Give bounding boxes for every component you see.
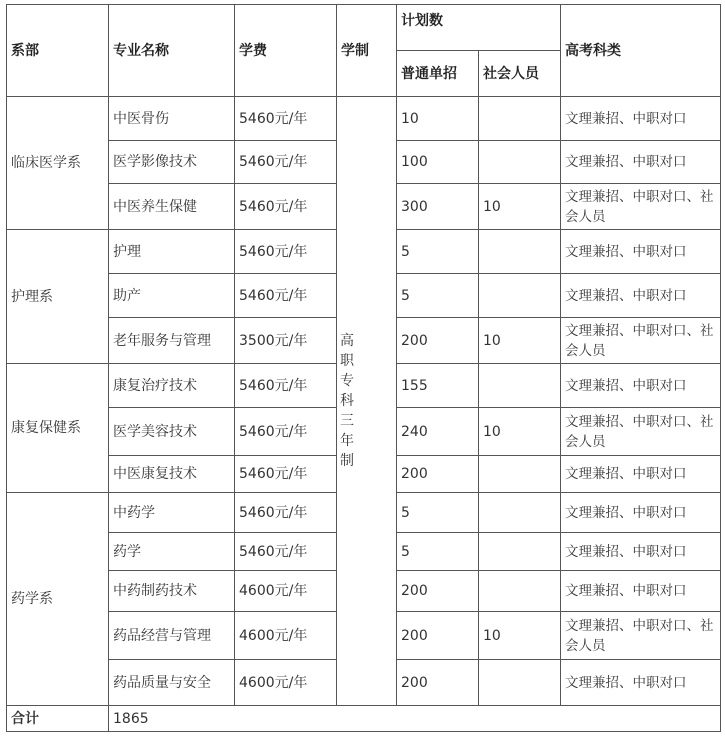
plan-regular-cell: 5	[397, 274, 479, 318]
system-char: 三	[340, 413, 354, 429]
enrollment-plan-table	[6, 4, 721, 732]
plan-social-cell	[479, 533, 561, 571]
major-cell: 医学美容技术	[109, 408, 235, 456]
plan-social-cell: 10	[479, 184, 561, 230]
system-char: 年	[340, 433, 354, 449]
major-cell: 中医骨伤	[109, 97, 235, 141]
subjects-cell: 文理兼招、中职对口	[561, 274, 721, 318]
plan-regular-cell: 240	[397, 408, 479, 456]
subjects-cell: 文理兼招、中职对口、社会人员	[561, 408, 721, 456]
subjects-cell: 文理兼招、中职对口	[561, 660, 721, 706]
header-plan: 计划数	[397, 5, 561, 51]
plan-regular-cell: 5	[397, 493, 479, 533]
system-char: 专	[340, 373, 354, 389]
fee-cell: 5460元/年	[235, 274, 337, 318]
plan-regular-cell: 10	[397, 97, 479, 141]
dept-cell: 药学系	[7, 493, 109, 706]
fee-cell: 3500元/年	[235, 318, 337, 364]
header-fee: 学费	[235, 5, 337, 97]
plan-regular-cell: 200	[397, 660, 479, 706]
header-subjects: 高考科类	[561, 5, 721, 97]
fee-cell: 5460元/年	[235, 141, 337, 184]
plan-regular-cell: 200	[397, 571, 479, 612]
major-cell: 中药学	[109, 493, 235, 533]
system-char: 科	[340, 393, 354, 409]
fee-cell: 5460元/年	[235, 184, 337, 230]
total-row	[7, 706, 721, 732]
dept-cell: 康复保健系	[7, 364, 109, 493]
fee-cell: 5460元/年	[235, 533, 337, 571]
plan-social-cell	[479, 493, 561, 533]
subjects-cell: 文理兼招、中职对口、社会人员	[561, 612, 721, 660]
plan-regular-cell: 5	[397, 533, 479, 571]
system-char: 高	[340, 333, 354, 349]
plan-social-cell	[479, 660, 561, 706]
major-cell: 中医养生保健	[109, 184, 235, 230]
subjects-cell: 文理兼招、中职对口、社会人员	[561, 318, 721, 364]
major-cell: 康复治疗技术	[109, 364, 235, 408]
major-cell: 老年服务与管理	[109, 318, 235, 364]
fee-cell: 5460元/年	[235, 97, 337, 141]
plan-regular-cell: 200	[397, 318, 479, 364]
plan-social-cell	[479, 141, 561, 184]
dept-cell: 临床医学系	[7, 97, 109, 230]
header-system: 学制	[337, 5, 397, 97]
dept-cell: 护理系	[7, 230, 109, 364]
subjects-cell: 文理兼招、中职对口	[561, 571, 721, 612]
plan-regular-cell: 155	[397, 364, 479, 408]
plan-social-cell: 10	[479, 408, 561, 456]
table-row	[7, 97, 721, 141]
subjects-cell: 文理兼招、中职对口、社会人员	[561, 184, 721, 230]
total-value: 1865	[109, 706, 721, 732]
plan-social-cell	[479, 230, 561, 274]
major-cell: 中药制药技术	[109, 571, 235, 612]
plan-regular-cell: 200	[397, 456, 479, 493]
fee-cell: 5460元/年	[235, 364, 337, 408]
system-char: 制	[340, 453, 354, 469]
subjects-cell: 文理兼招、中职对口	[561, 230, 721, 274]
fee-cell: 4600元/年	[235, 612, 337, 660]
plan-regular-cell: 5	[397, 230, 479, 274]
plan-social-cell	[479, 274, 561, 318]
header-major: 专业名称	[109, 5, 235, 97]
plan-social-cell	[479, 364, 561, 408]
plan-social-cell	[479, 97, 561, 141]
system-cell	[337, 97, 397, 706]
fee-cell: 4600元/年	[235, 660, 337, 706]
major-cell: 药品质量与安全	[109, 660, 235, 706]
plan-social-cell: 10	[479, 318, 561, 364]
subjects-cell: 文理兼招、中职对口	[561, 141, 721, 184]
plan-regular-cell: 100	[397, 141, 479, 184]
major-cell: 药学	[109, 533, 235, 571]
fee-cell: 4600元/年	[235, 571, 337, 612]
plan-regular-cell: 200	[397, 612, 479, 660]
fee-cell: 5460元/年	[235, 230, 337, 274]
plan-social-cell	[479, 456, 561, 493]
plan-social-cell	[479, 571, 561, 612]
major-cell: 药品经营与管理	[109, 612, 235, 660]
subjects-cell: 文理兼招、中职对口	[561, 456, 721, 493]
header-dept: 系部	[7, 5, 109, 97]
major-cell: 医学影像技术	[109, 141, 235, 184]
subjects-cell: 文理兼招、中职对口	[561, 364, 721, 408]
header-plan-regular: 普通单招	[397, 51, 479, 97]
fee-cell: 5460元/年	[235, 493, 337, 533]
subjects-cell: 文理兼招、中职对口	[561, 493, 721, 533]
header-plan-social: 社会人员	[479, 51, 561, 97]
fee-cell: 5460元/年	[235, 456, 337, 493]
subjects-cell: 文理兼招、中职对口	[561, 533, 721, 571]
major-cell: 护理	[109, 230, 235, 274]
plan-social-cell: 10	[479, 612, 561, 660]
subjects-cell: 文理兼招、中职对口	[561, 97, 721, 141]
total-label: 合计	[7, 706, 109, 732]
system-char: 职	[340, 353, 354, 369]
fee-cell: 5460元/年	[235, 408, 337, 456]
major-cell: 中医康复技术	[109, 456, 235, 493]
plan-regular-cell: 300	[397, 184, 479, 230]
major-cell: 助产	[109, 274, 235, 318]
